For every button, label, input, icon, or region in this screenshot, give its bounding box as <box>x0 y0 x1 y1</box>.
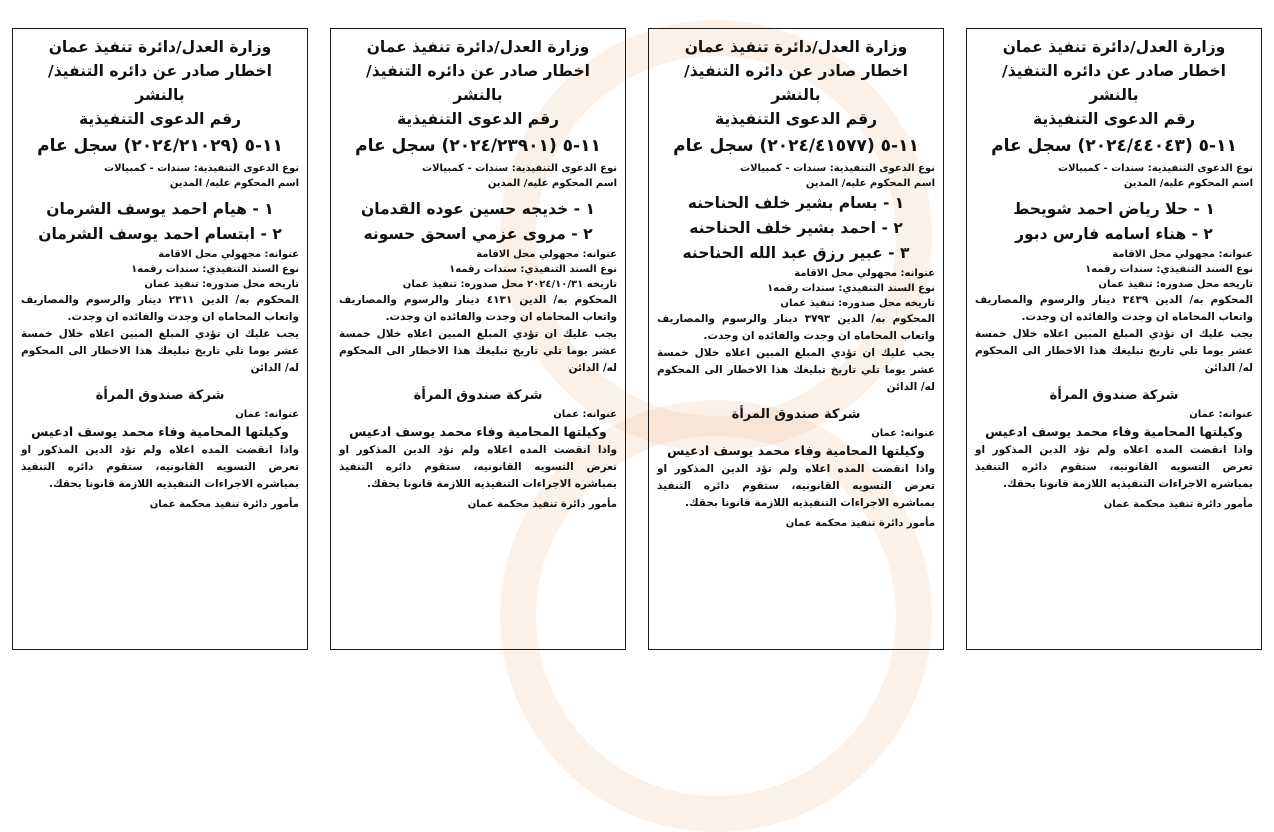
amount-text: المحكوم به/ الدين ٢٣١١ دينار والرسوم والمصاريف واتعاب المحاماه ان وجدت والفائده ان وجدت. <box>21 294 299 323</box>
notice-ministry-title: وزارة العدل/دائرة تنفيذ عمان <box>366 38 590 56</box>
creditor-address: عنوانه: عمان <box>1189 409 1253 420</box>
notice-box <box>12 28 308 650</box>
debtor-name: ٣ - عبير رزق عبد الله الحناحنه <box>682 244 910 262</box>
amount-text: المحكوم به/ الدين ٤١٣١ دينار والرسوم والمصاريف واتعاب المحاماه ان وجدت والفائده ان وجدت. <box>339 294 617 323</box>
notice-subtitle: اخطار صادر عن دائره التنفيذ/ بالنشر <box>48 62 272 104</box>
warning-text: واذا انقضت المده اعلاه ولم تؤد الدين المذكور او تعرض التسويه القانونيه، ستقوم دائره التنفيذ بمباشره الاجراءات التنفيذيه اللازمة قانونا بحقك. <box>339 444 617 490</box>
notice-case-label: رقم الدعوى التنفيذية <box>714 110 878 128</box>
creditor-name: شركة صندوق المرأة <box>1049 388 1179 403</box>
debtor-name: ١ - خديجه حسين عوده القدمان <box>361 200 595 218</box>
warning-text: واذا انقضت المده اعلاه ولم تؤد الدين المذكور او تعرض التسويه القانونيه، ستقوم دائره التنفيذ بمباشره الاجراءات التنفيذيه اللازمة قانونا بحقك. <box>21 444 299 490</box>
case-type: نوع الدعوى التنفيذية: سندات - كمبيالات <box>422 163 617 174</box>
debtor-name: ١ - هيام احمد يوسف الشرمان <box>46 200 274 218</box>
amount-text: المحكوم به/ الدين ٣٧٩٣ دينار والرسوم والمصاريف واتعاب المحاماه ان وجدت والفائده ان وجدت. <box>657 313 935 342</box>
agent-name: وكيلتها المحامية وفاء محمد يوسف ادعيس <box>985 424 1243 439</box>
doc-type: نوع السند التنفيذي: سندات رقمه١ <box>449 264 617 275</box>
case-type: نوع الدعوى التنفيذية: سندات - كمبيالات <box>104 163 299 174</box>
doc-date: تاريخه محل صدوره: تنفيذ عمان <box>1098 279 1253 290</box>
debtor-address: عنوانه: مجهولي محل الاقامة <box>1112 249 1253 260</box>
creditor-name: شركة صندوق المرأة <box>731 407 861 422</box>
warning-text: واذا انقضت المده اعلاه ولم تؤد الدين المذكور او تعرض التسويه القانونيه، ستقوم دائره التنفيذ بمباشره الاجراءات التنفيذيه اللازمة قانونا بحقك. <box>657 463 935 509</box>
agent-name: وكيلتها المحامية وفاء محمد يوسف ادعيس <box>667 443 925 458</box>
debtor-address: عنوانه: مجهولي محل الاقامة <box>476 249 617 260</box>
notice-footer: مأمور دائرة تنفيذ محكمة عمان <box>149 499 299 510</box>
creditor-name: شركة صندوق المرأة <box>95 388 225 403</box>
doc-type: نوع السند التنفيذي: سندات رقمه١ <box>1085 264 1253 275</box>
demand-text: يجب عليك ان تؤدي المبلغ المبين اعلاه خلال خمسة عشر يوما تلي تاريخ تبليغك هذا الاخطار الى المحكوم له/ الدائن <box>339 328 617 374</box>
case-type: نوع الدعوى التنفيذية: سندات - كمبيالات <box>1058 163 1253 174</box>
notice-subtitle: اخطار صادر عن دائره التنفيذ/ بالنشر <box>366 62 590 104</box>
notice-box <box>648 28 944 650</box>
creditor-address: عنوانه: عمان <box>871 428 935 439</box>
warning-text: واذا انقضت المده اعلاه ولم تؤد الدين المذكور او تعرض التسويه القانونيه، ستقوم دائره التنفيذ بمباشره الاجراءات التنفيذيه اللازمة قانونا بحقك. <box>975 444 1253 490</box>
notice-subtitle: اخطار صادر عن دائره التنفيذ/ بالنشر <box>684 62 908 104</box>
creditor-address: عنوانه: عمان <box>235 409 299 420</box>
notice-case-label: رقم الدعوى التنفيذية <box>78 110 242 128</box>
debtor-name: ٢ - مروى عزمي اسحق حسونه <box>363 225 593 243</box>
creditor-name: شركة صندوق المرأة <box>413 388 543 403</box>
notice-footer: مأمور دائرة تنفيذ محكمة عمان <box>467 499 617 510</box>
notice-footer: مأمور دائرة تنفيذ محكمة عمان <box>1103 499 1253 510</box>
creditor-address: عنوانه: عمان <box>553 409 617 420</box>
case-type: نوع الدعوى التنفيذية: سندات - كمبيالات <box>740 163 935 174</box>
debtor-name: ٢ - ابتسام احمد يوسف الشرمان <box>38 225 282 243</box>
debtor-address: عنوانه: مجهولي محل الاقامة <box>794 268 935 279</box>
case-number: ١١-٥ (٢٠٢٤/٤١٥٧٧) سجل عام <box>673 136 919 156</box>
debtor-name: ٢ - احمد بشير خلف الحناحنه <box>689 219 903 237</box>
agent-name: وكيلتها المحامية وفاء محمد يوسف ادعيس <box>31 424 289 439</box>
case-number: ١١-٥ (٢٠٢٤/٢١٠٢٩) سجل عام <box>37 136 283 156</box>
debtor-label: اسم المحكوم عليه/ المدين <box>487 178 617 189</box>
notice-case-label: رقم الدعوى التنفيذية <box>1032 110 1196 128</box>
notice-ministry-title: وزارة العدل/دائرة تنفيذ عمان <box>684 38 908 56</box>
debtor-label: اسم المحكوم عليه/ المدين <box>169 178 299 189</box>
demand-text: يجب عليك ان تؤدي المبلغ المبين اعلاه خلال خمسة عشر يوما تلي تاريخ تبليغك هذا الاخطار الى المحكوم له/ الدائن <box>975 328 1253 374</box>
agent-name: وكيلتها المحامية وفاء محمد يوسف ادعيس <box>349 424 607 439</box>
doc-type: نوع السند التنفيذي: سندات رقمه١ <box>131 264 299 275</box>
debtor-name: ١ - حلا رياض احمد شويحط <box>1013 200 1215 218</box>
notice-box <box>966 28 1262 650</box>
notice-footer: مأمور دائرة تنفيذ محكمة عمان <box>785 518 935 529</box>
doc-date: تاريخه ٢٠٢٤/١٠/٣١ محل صدوره: تنفيذ عمان <box>402 279 617 290</box>
notice-subtitle: اخطار صادر عن دائره التنفيذ/ بالنشر <box>1002 62 1226 104</box>
doc-date: تاريخه محل صدوره: تنفيذ عمان <box>144 279 299 290</box>
notice-box <box>330 28 626 650</box>
debtor-name: ٢ - هناء اسامه فارس دبور <box>1015 225 1213 243</box>
debtor-label: اسم المحكوم عليه/ المدين <box>1123 178 1253 189</box>
doc-type: نوع السند التنفيذي: سندات رقمه١ <box>767 283 935 294</box>
case-number: ١١-٥ (٢٠٢٤/٤٤٠٤٣) سجل عام <box>991 136 1237 156</box>
case-number: ١١-٥ (٢٠٢٤/٢٣٩٠١) سجل عام <box>355 136 601 156</box>
notice-ministry-title: وزارة العدل/دائرة تنفيذ عمان <box>1002 38 1226 56</box>
notice-case-label: رقم الدعوى التنفيذية <box>396 110 560 128</box>
debtor-label: اسم المحكوم عليه/ المدين <box>805 178 935 189</box>
demand-text: يجب عليك ان تؤدي المبلغ المبين اعلاه خلال خمسة عشر يوما تلي تاريخ تبليغك هذا الاخطار الى المحكوم له/ الدائن <box>21 328 299 374</box>
debtor-name: ١ - بسام بشير خلف الحناحنه <box>687 194 905 212</box>
notice-ministry-title: وزارة العدل/دائرة تنفيذ عمان <box>48 38 272 56</box>
debtor-address: عنوانه: مجهولي محل الاقامة <box>158 249 299 260</box>
doc-date: تاريخه محل صدوره: تنفيذ عمان <box>780 298 935 309</box>
amount-text: المحكوم به/ الدين ٣٤٣٩ دينار والرسوم والمصاريف واتعاب المحاماه ان وجدت والفائده ان وجدت. <box>975 294 1253 323</box>
demand-text: يجب عليك ان تؤدي المبلغ المبين اعلاه خلال خمسة عشر يوما تلي تاريخ تبليغك هذا الاخطار الى المحكوم له/ الدائن <box>657 347 935 393</box>
